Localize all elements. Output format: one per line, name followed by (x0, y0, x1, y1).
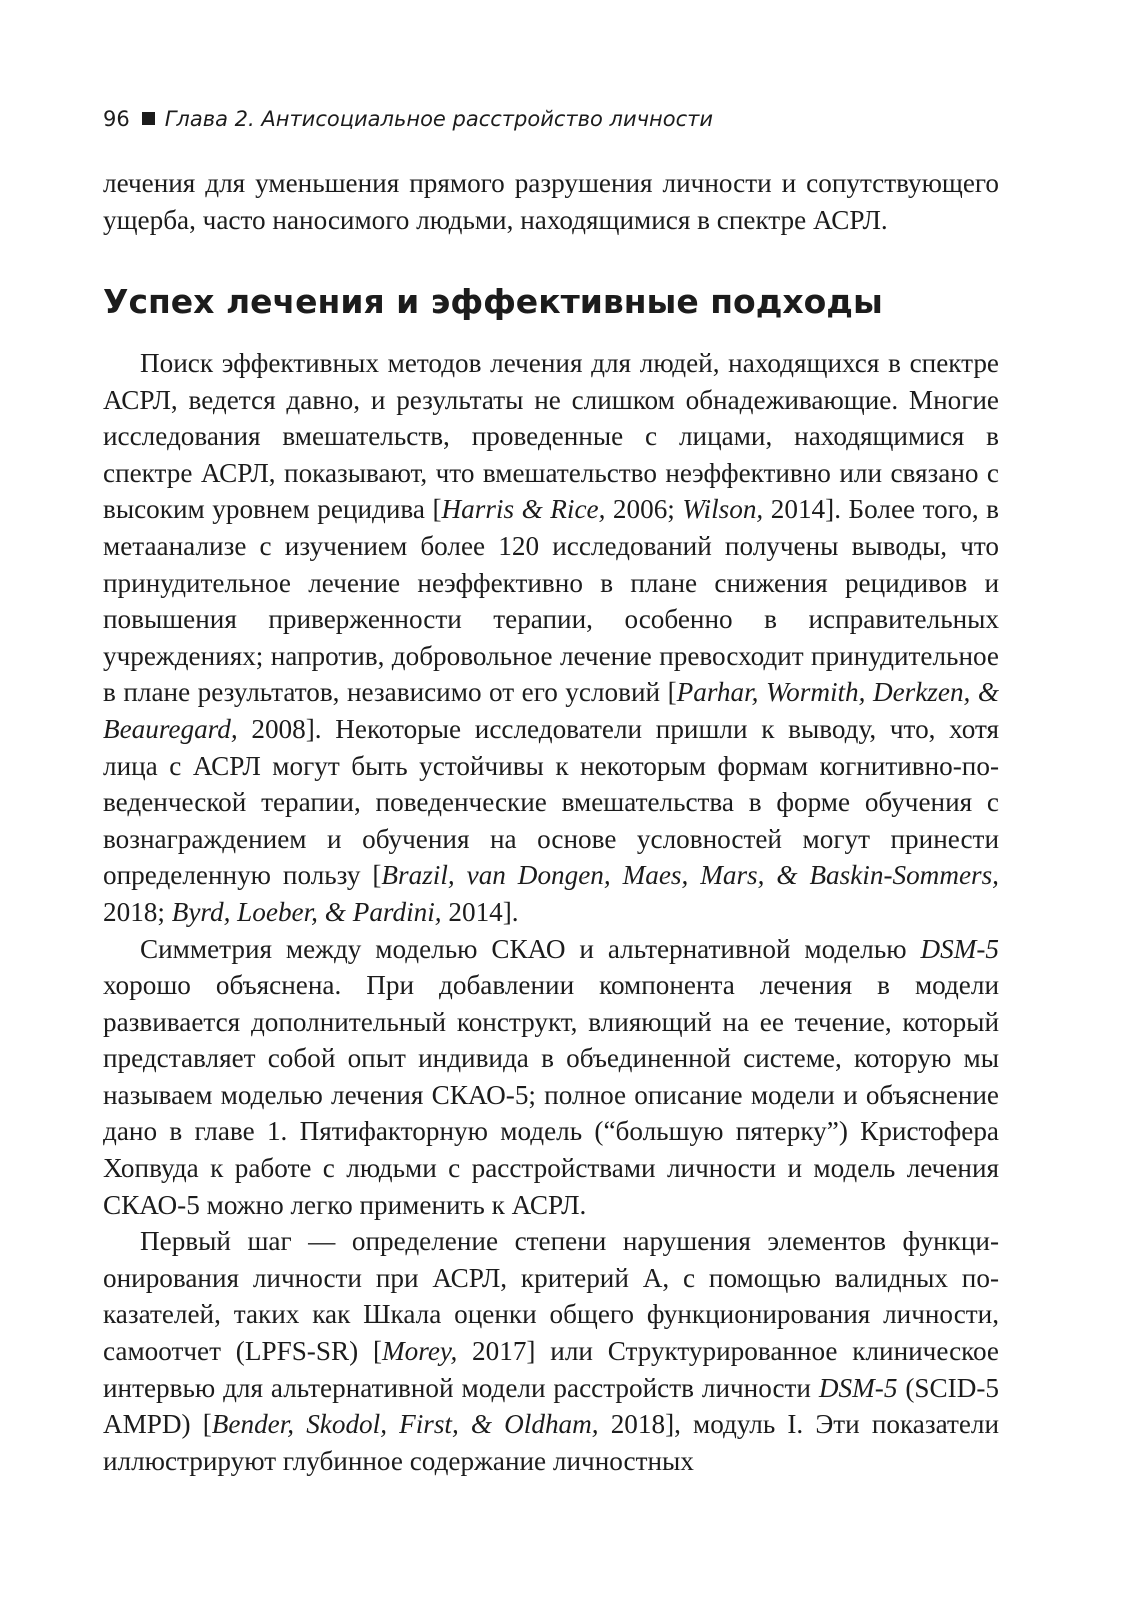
citation: Byrd, Loeber, & Pardini, (171, 896, 442, 927)
paragraph-1 (103, 345, 999, 931)
running-head (103, 104, 713, 134)
continued-paragraph (103, 165, 999, 238)
citation: Bender, Skodol, First, & Oldham, (211, 1409, 599, 1440)
text-run: Симметрия между моделью СКАО и альтернативной моделью (140, 933, 921, 964)
text-run: 2014]. (441, 896, 519, 927)
chapter-title: Глава 2. Антисоциальное расстройство личности (164, 107, 714, 131)
section-body (103, 345, 999, 1479)
text-run: (SCID-5 AMPD) [ (103, 1372, 999, 1440)
dsm-title: DSM-5 (920, 933, 999, 964)
text-run: 2017] или Структурированное клиническое интервью для альтернативной модели расстройств личности (103, 1336, 999, 1403)
dsm-title: DSM-5 (818, 1372, 898, 1403)
text-run: Первый шаг — определение степени нарушения элементов функционирования личности при АСРЛ, критерий А, с помощью валидных показателей, таких как Шкала оценки общего функционирования личности, самоотчет (LPFS-SR) [ (103, 1226, 999, 1367)
text-run: 2014]. Более того, в метаанализе с изучением более 120 исследований получены выводы, что принудительное лечение неэффективно в плане снижения рецидивов и повышения приверженности терапии, особенно в исправительных учреждениях; напротив, добровольное лечение превосходит принудительное в плане результатов, независимо от его условий [ (103, 494, 999, 708)
text-run: 2008]. Некоторые исследователи пришли к выводу, что, хотя лица с АСРЛ могут быть устойчивы к некоторым формам когнитивно-поведенческой терапии, поведенческие вмешательства в форме обучения с вознаграждением и обучения на основе условностей могут принести определенную пользу [ (103, 713, 999, 891)
page-number: 96 (103, 107, 130, 131)
text-run: Поиск эффективных методов лечения для людей, находящихся в спектре АСРЛ, ведется давно, и результаты не слишком обнадеживающие. Многие исследования вмешательств, проведенные с лицами, находящимися в спектре АСРЛ, показывают, что вмешательство неэффективно или связано с высоким уровнем рецидива [ (103, 348, 999, 525)
citation: Wilson, (682, 494, 764, 525)
paragraph-3 (103, 1223, 999, 1479)
citation: Harris & Rice, (441, 494, 606, 525)
text-run: 2006; (605, 494, 683, 525)
text-run: 2018], модуль I. Эти показатели иллюстрируют глубинное содержание личностных (103, 1409, 1000, 1476)
text-run: 2018; (103, 896, 172, 927)
citation: Brazil, van Dongen, Maes, Mars, & Baskin-Sommers, (381, 860, 999, 891)
citation: Parhar, Wormith, Derkzen, & Beauregard, (103, 677, 999, 744)
paragraph-2 (103, 931, 999, 1224)
paragraph-lead: лечения для уменьшения прямого разрушения личности и сопутствующего ущерба, часто наносимого людьми, находящимися в спектре АСРЛ. (103, 168, 999, 235)
section-heading: Успех лечения и эффективные подходы (103, 282, 883, 321)
citation: Morey, (382, 1336, 458, 1367)
square-bullet-icon (142, 112, 155, 125)
text-run: хорошо объяснена. При добавлении компонента лечения в модели развивается дополнительный конструкт, влияющий на ее течение, который представляет собой опыт индивида в объединенной системе, которую мы называем моделью лечения СКАО-5; полное описание модели и объяснение дано в главе 1. Пятифакторную модель (“большую пятерку”) Кристофера Хопвуда к работе с людьми с расстройствами личности и модель лечения СКАО-5 можно легко применить к АСРЛ. (103, 970, 999, 1220)
